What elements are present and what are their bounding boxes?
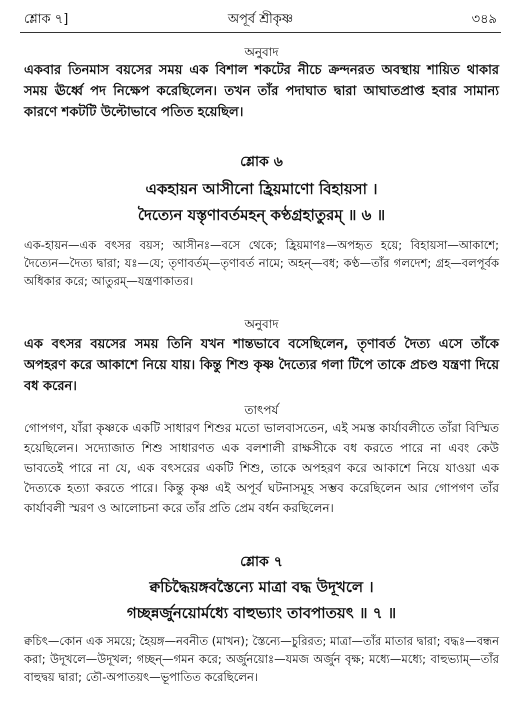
synonyms-paragraph: ক্বচিৎ—কোন এক সময়ে; হৈয়ঙ্গ—নবনীত (মাখন); স্তৈন্যে—চুরিরত; মাত্রা—তাঁর মাতার দ্বারা; বদ্ধঃ—বন্ধন করা; উদূখলে—উদূখল; গচ্ছন্—গমন করে; অর্জুনয়োঃ—যমজ অর্জুন বৃক্ষ; মধ্যে—মধ্যে; বাহুভ্যাম্—তাঁর বাহুদ্বয় দ্বারা; তৌ-অপাতয়ৎ—ভূপাতিত করেছিলেন। — [24, 634, 499, 684]
verse-line: ক্বচিদ্ধৈয়ঙ্গবস্তৈন্যে মাত্রা বদ্ধ উদূখলে । — [149, 578, 374, 596]
header-rule — [20, 32, 501, 33]
page-header — [20, 10, 501, 32]
translation-paragraph: এক বৎসর বয়সের সময় তিনি যখন শান্তভাবে বসেছিলেন, তৃণাবর্ত দৈত্য এসে তাঁকে অপহরণ করে আকাশে নিয়ে যায়। কিন্তু শিশু কৃষ্ণ দৈত্যের গলা টিপে তাকে প্রচণ্ড যন্ত্রণা দিয়ে বধ করেন। — [24, 337, 499, 394]
running-head-verse: শ্লোক ৭] — [24, 12, 69, 27]
verse-line: দৈত্যেন যস্তৃণাবর্তমহন্ কণ্ঠগ্রহাতুরম্ ॥ ৬ ॥ — [137, 206, 386, 224]
verse-line: একহায়ন আসীনো হ্রিয়মাণো বিহায়সা । — [145, 180, 378, 198]
translation-heading: অনুবাদ — [244, 317, 279, 331]
verse-line: গচ্ছন্নর্জুনয়োর্মধ্যে বাহুভ্যাং তাবপাতয়ৎ ॥ ৭ ॥ — [126, 604, 397, 622]
translation-heading: অনুবাদ — [244, 45, 279, 59]
verse-title: শ্লোক ৭ — [240, 554, 283, 570]
page-number: ৩৪৯ — [471, 12, 497, 27]
verse-title: শ্লোক ৬ — [240, 154, 283, 170]
purport-paragraph: গোপগণ, যাঁরা কৃষ্ণকে একটি সাধারণ শিশুর মতো ভালবাসতেন, এই সমস্ত কার্যাবলীতে তাঁরা বিস্মিত হয়েছিলেন। সদ্যোজাত শিশু সাধারণত এক বলশালী রাক্ষসীকে বধ করতে পারে না এবং কেউ ভাবতেই পারে না যে, এক বৎসরের একটি শিশু, তাকে অপহরণ করে আকাশে নিয়ে যাওয়া এক দৈত্যকে হত্যা করতে পারে। কিন্তু কৃষ্ণ এই অপূর্ব ঘটনাসমূহ সম্ভব করেছিলেন আর গোপগণ তাঁর কার্যাবলী স্মরণ ও আলোচনা করে তাঁর প্রতি প্রেম বর্ধন করছিলেন। — [24, 421, 499, 515]
synonyms-paragraph: এক-হায়ন—এক বৎসর বয়স; আসীনঃ—বসে থেকে; হ্রিয়মাণঃ—অপহৃত হয়ে; বিহায়সা—আকাশে; দৈত্যেন—দৈত্য দ্বারা; যঃ—যে; তৃণাবর্তম্—তৃণাবর্ত নামে; অহন্—বধ; কণ্ঠ—তাঁর গলদেশ; গ্রহ—বলপূর্বক অধিকার করে; আতুরম্—যন্ত্রণাকাতর। — [24, 238, 499, 288]
running-head-title: অপূর্ব শ্রীকৃষ্ণ — [227, 12, 294, 27]
purport-heading: তাৎপর্য — [244, 403, 279, 417]
translation-paragraph: একবার তিনমাস বয়সের সময় এক বিশাল শকটের নীচে ক্রন্দনরত অবস্থায় শায়িত থাকার সময় ঊর্ধ্বে পদ নিক্ষেপ করেছিলেন। তখন তাঁর পদাঘাত দ্বারা আঘাতপ্রাপ্ত হবার সামান্য কারণে শকটটি উল্টোভাবে পতিত হয়েছিল। — [24, 63, 499, 120]
